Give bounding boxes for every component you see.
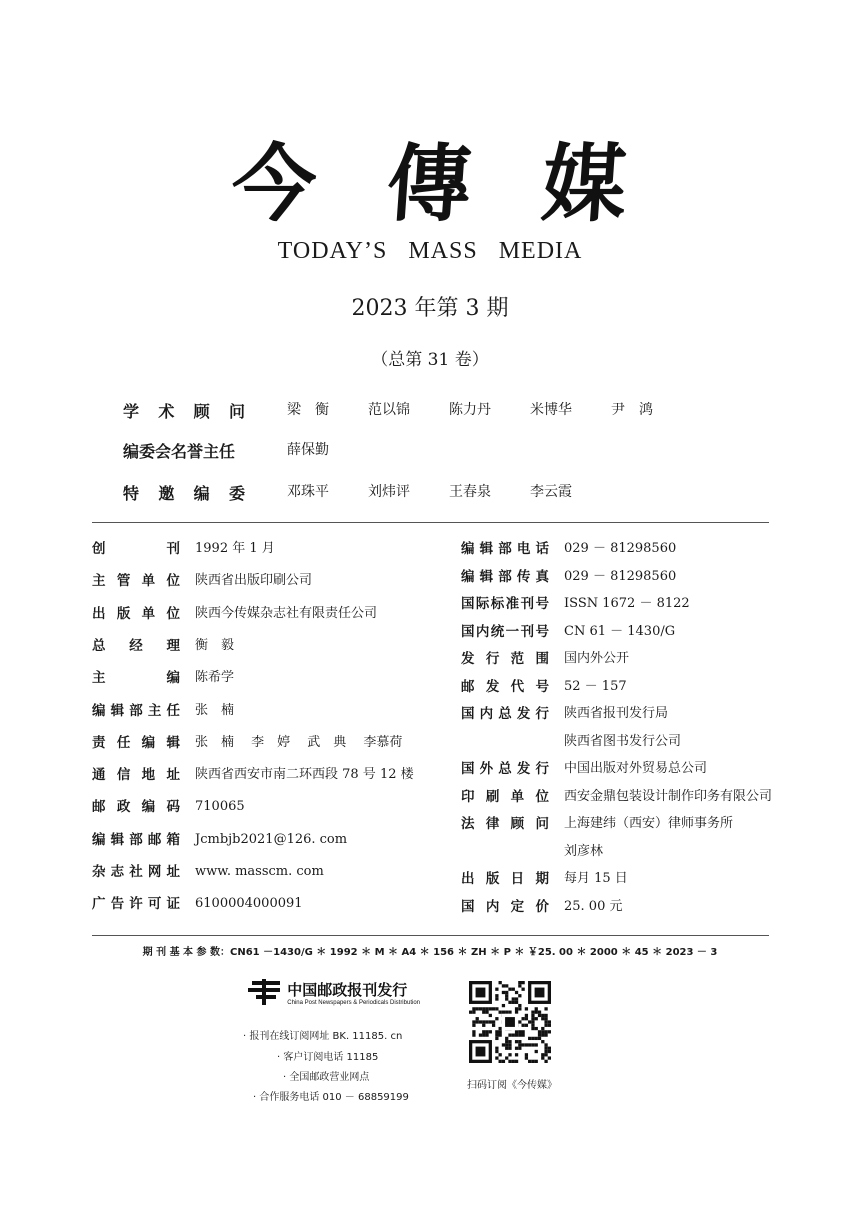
info-value: 陕西省图书发行公司: [564, 733, 682, 749]
info-key-char: 编: [166, 670, 180, 687]
info-row: [92, 637, 412, 657]
info-value: 710065: [195, 799, 245, 815]
info-key-char: 行: [535, 761, 549, 777]
board-names: [287, 399, 692, 419]
journal-parameters: 期 刊 基 本 参 数：CN61 －1430/G ＊ 1992 ＊ M ＊ A4 ＊ 156 ＊ ZH ＊ P ＊ ￥25. 00 ＊ 2000 ＊ 45 ＊ 2023 － 3: [142, 947, 718, 958]
info-value: 刘彦林: [564, 843, 604, 859]
info-value: 西安金鼎包装设计制作印务有限公司: [564, 788, 773, 804]
masthead-char: 傳: [383, 134, 477, 233]
post-line: · 合作服务电话 010 － 68859199: [253, 1092, 409, 1103]
info-row: [461, 595, 781, 615]
board-name: 李云霞: [530, 484, 572, 500]
info-key: [461, 815, 549, 833]
info-key: [461, 870, 549, 888]
info-value: 国内外公开: [564, 651, 630, 666]
info-key-char: 电: [516, 541, 531, 557]
info-key-char: 版: [485, 871, 500, 887]
info-key-char: 内: [479, 706, 494, 722]
info-key-char: 出: [461, 871, 475, 887]
divider: [92, 935, 769, 936]
info-key-char: 刷: [485, 788, 500, 805]
info-key-char: 统: [490, 623, 505, 640]
info-value: 中国出版对外贸易总公司: [564, 761, 708, 776]
info-key-char: 传: [516, 568, 531, 585]
info-value: 衡 毅: [195, 637, 235, 653]
info-key-char: 址: [166, 864, 180, 880]
info-key-char: 辑: [479, 541, 494, 557]
board-label: [123, 481, 245, 504]
info-value: 陕西省出版印刷公司: [195, 573, 313, 589]
info-value: 张 楠: [195, 702, 235, 718]
info-key-char: 任: [116, 734, 131, 751]
info-key-char: 址: [166, 767, 180, 784]
info-value: 陕西今传媒杂志社有限责任公司: [195, 605, 378, 621]
label-char: 顾: [193, 402, 210, 421]
info-value: CN 61 － 1430/G: [564, 623, 676, 639]
label-char: 编: [193, 484, 210, 503]
info-key-char: 主: [92, 573, 106, 590]
info-row: [461, 898, 781, 918]
masthead-char: 今: [228, 134, 322, 233]
info-key-char: 箱: [166, 831, 180, 848]
info-key-char: 邮: [147, 831, 162, 848]
info-key-char: 话: [535, 541, 549, 557]
info-key: [92, 605, 180, 623]
post-logo-en: China Post Newspapers & Periodicals Distribution: [287, 999, 420, 1006]
info-key-char: 部: [498, 541, 512, 557]
info-key-char: 编: [92, 702, 106, 719]
info-row: [461, 540, 781, 560]
info-key: [461, 788, 549, 806]
info-key-char: 邮: [461, 678, 475, 695]
info-key-char: 号: [535, 596, 549, 612]
info-key-char: 国: [461, 761, 475, 777]
board-label: 编委会名誉主任: [123, 442, 236, 461]
info-row: [92, 669, 412, 689]
info-key-char: 网: [147, 864, 162, 880]
journal-english-title: TODAY’S MASS MEDIA: [277, 238, 583, 264]
info-key-char: 刊: [520, 623, 535, 640]
info-key: [92, 572, 180, 590]
info-key-char: 范: [510, 651, 525, 667]
post-line: · 全国邮政营业网点: [283, 1072, 370, 1083]
info-key-char: 国: [461, 596, 475, 612]
info-key-char: 总: [498, 761, 512, 777]
info-key-char: 信: [116, 767, 131, 784]
info-key-char: 地: [141, 767, 156, 784]
info-value: ISSN 1672 － 8122: [564, 596, 690, 611]
info-row: [92, 895, 412, 915]
info-key-char: 许: [129, 896, 143, 913]
info-value: 52 － 157: [564, 678, 627, 694]
board-name: 邓珠平: [287, 484, 329, 500]
info-key-char: 部: [129, 702, 143, 719]
info-key: [92, 734, 180, 752]
info-value: 陈希学: [195, 670, 235, 686]
info-value: 陕西省报刊发行局: [564, 706, 669, 721]
info-row: [461, 678, 781, 698]
info-key-char: 编: [92, 831, 106, 848]
info-key-char: 价: [535, 898, 549, 915]
info-key-char: 际: [475, 596, 490, 612]
info-key-char: 位: [535, 788, 549, 805]
info-key: [461, 705, 549, 723]
info-key: [92, 798, 180, 816]
masthead-logo: [228, 134, 632, 233]
info-row: [461, 568, 781, 588]
info-key-char: 法: [461, 816, 475, 832]
info-key-char: 号: [535, 623, 549, 640]
info-key-char: 广: [92, 896, 106, 913]
info-value: 陕西省西安市南二环西段 78 号 12 楼: [195, 767, 414, 783]
info-key-char: 总: [92, 637, 106, 654]
info-key-char: 行: [535, 706, 549, 722]
board-names: [287, 481, 611, 501]
info-key-char: 辑: [479, 568, 494, 585]
info-row: [461, 815, 781, 835]
board-name: 陈力丹: [449, 402, 491, 418]
info-key-char: 准: [505, 596, 520, 612]
info-key-char: 编: [461, 541, 475, 557]
info-key-char: 创: [92, 541, 106, 557]
post-line: · 报刊在线订阅网址 BK. 11185. cn: [243, 1031, 403, 1042]
info-value: 029 － 81298560: [564, 541, 677, 556]
info-key-char: 出: [92, 605, 106, 622]
info-key: [92, 540, 180, 558]
info-key-char: 辑: [110, 702, 125, 719]
info-key: [92, 702, 180, 720]
info-value: 张 楠 李 婷 武 典 李慕荷: [195, 734, 403, 750]
info-key-char: 主: [147, 702, 162, 719]
divider: [92, 522, 769, 523]
info-key: [92, 637, 180, 655]
info-key-char: 辑: [110, 831, 125, 848]
info-key: [461, 760, 549, 778]
info-key-char: 证: [166, 896, 180, 913]
info-row: [92, 831, 412, 851]
info-row: [461, 705, 781, 725]
info-row: [461, 788, 781, 808]
info-key-char: 可: [147, 896, 162, 913]
info-key: [92, 831, 180, 849]
info-row: [461, 733, 781, 753]
china-post-logo: [248, 972, 420, 1012]
info-key-char: 单: [510, 788, 525, 805]
board-label: [123, 399, 245, 422]
info-row: [461, 623, 781, 643]
info-key: [461, 623, 549, 641]
label-char: 特: [123, 484, 140, 503]
info-key-char: 发: [516, 761, 531, 777]
info-key-char: 部: [498, 568, 512, 585]
info-row: [461, 843, 781, 863]
post-line: · 客户订阅电话 11185: [277, 1052, 379, 1063]
info-key-char: 版: [116, 605, 131, 622]
info-row: [92, 540, 412, 560]
info-value: www. masscm. com: [195, 864, 324, 879]
info-value: 每月 15 日: [564, 871, 628, 886]
info-key-char: 日: [510, 871, 525, 887]
info-key: [92, 766, 180, 784]
info-value: 25. 00 元: [564, 898, 623, 914]
china-post-emblem-icon: [248, 975, 283, 1009]
post-logo-cn: 中国邮政报刊发行: [287, 980, 408, 999]
info-row: [461, 650, 781, 670]
info-row: [92, 798, 412, 818]
info-key: [92, 863, 180, 881]
info-key-char: 理: [166, 637, 180, 654]
info-key-char: 发: [485, 678, 500, 695]
subscription-qr-code[interactable]: [469, 981, 551, 1063]
info-key-char: 定: [510, 898, 525, 915]
info-key-char: 编: [141, 799, 156, 816]
info-key-char: 国: [461, 706, 475, 722]
info-key-char: 编: [141, 734, 156, 751]
label-char: 学: [123, 402, 140, 421]
board-name: 尹 鸿: [611, 402, 653, 418]
info-row: [461, 870, 781, 890]
info-key-char: 律: [485, 816, 500, 832]
info-key-char: 期: [535, 871, 549, 887]
info-key-char: 主: [92, 670, 106, 687]
info-key-char: 外: [479, 761, 494, 777]
info-key-char: 通: [92, 767, 106, 784]
info-key-char: 印: [461, 788, 475, 805]
info-value: 029 － 81298560: [564, 568, 677, 584]
info-key-char: 杂: [92, 864, 106, 880]
info-key-char: 邮: [92, 799, 106, 816]
info-key-char: 部: [129, 831, 143, 848]
info-key-char: 社: [129, 864, 143, 880]
info-key: [461, 898, 549, 916]
info-key-char: 单: [141, 573, 156, 590]
info-key: [461, 540, 549, 558]
info-key: [92, 669, 180, 687]
info-key-char: 单: [141, 605, 156, 622]
info-key-char: 任: [166, 702, 180, 719]
info-key-char: 码: [166, 799, 180, 816]
info-key-char: 志: [110, 864, 125, 880]
info-row: [92, 734, 412, 754]
board-name: 米博华: [530, 402, 572, 418]
info-key: [92, 895, 180, 913]
info-key: [461, 595, 549, 613]
info-key: [461, 568, 549, 586]
info-key-char: 总: [498, 706, 512, 722]
info-key-char: 围: [535, 651, 549, 667]
info-key: [461, 650, 549, 668]
board-name: 王春泉: [449, 484, 491, 500]
info-key-char: 经: [129, 637, 143, 654]
info-key-char: 编: [461, 568, 475, 585]
board-name: 范以锦: [368, 402, 410, 418]
info-key-char: 内: [485, 898, 500, 915]
info-key-char: 代: [510, 678, 525, 695]
info-key-char: 内: [475, 623, 490, 640]
info-key-char: 问: [535, 816, 549, 832]
info-key-char: 一: [505, 623, 520, 640]
info-key-char: 真: [535, 568, 549, 585]
board-name: 刘炜评: [368, 484, 410, 500]
info-key-char: 位: [166, 605, 180, 622]
info-row: [92, 572, 412, 592]
board-name: 梁 衡: [287, 402, 329, 418]
info-key-char: 国: [461, 623, 475, 640]
info-value: 上海建纬（西安）律师事务所: [564, 816, 734, 831]
info-key-char: 管: [116, 573, 131, 590]
info-row: [92, 766, 412, 786]
info-key-char: 发: [516, 706, 531, 722]
masthead-char: 媒: [538, 134, 632, 233]
info-row: [92, 605, 412, 625]
board-name: 薛保勤: [287, 442, 329, 458]
info-row: [92, 863, 412, 883]
info-key-char: 政: [116, 799, 131, 816]
info-key-char: 责: [92, 734, 106, 751]
info-key-char: 刊: [166, 541, 180, 557]
label-char: 问: [228, 402, 245, 421]
info-key-char: 发: [461, 651, 475, 667]
info-key: [461, 678, 549, 696]
info-value: 1992 年 1 月: [195, 541, 275, 556]
info-value: Jcmbjb2021@126. com: [195, 831, 348, 847]
info-key-char: 行: [485, 651, 500, 667]
info-key-char: 刊: [520, 596, 535, 612]
info-key-char: 位: [166, 573, 180, 590]
info-key-char: 顾: [510, 816, 525, 832]
info-row: [461, 760, 781, 780]
issue-number: 2023 年第 3 期: [351, 296, 509, 321]
label-char: 术: [158, 402, 175, 421]
info-key-char: 告: [110, 896, 125, 913]
volume-number: （总第 31 卷）: [371, 350, 489, 370]
info-value: 6100004000091: [195, 896, 303, 912]
info-key-char: 国: [461, 898, 475, 915]
info-key-char: 号: [535, 678, 549, 695]
label-char: 委: [228, 484, 245, 503]
info-key-char: 标: [490, 596, 505, 612]
board-names: [287, 439, 368, 459]
info-row: [92, 702, 412, 722]
info-key-char: 辑: [166, 734, 180, 751]
label-char: 邀: [158, 484, 175, 503]
qr-caption: 扫码订阅《今传媒》: [467, 1080, 557, 1091]
